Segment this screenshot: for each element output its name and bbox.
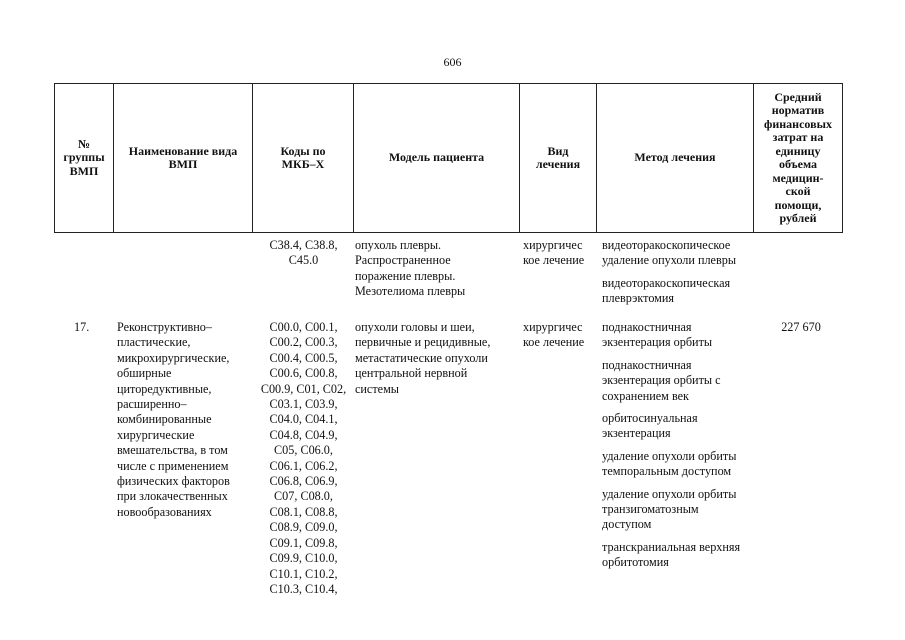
page-number: 606 <box>443 55 462 69</box>
row-2-methods <box>602 320 759 578</box>
row-2-average-cost: 227 670 <box>781 320 821 334</box>
row-2-patient-model: опухоли головы и шеи, первичные и рецидивные, метастатические опухоли центральной нервной системы <box>355 320 491 396</box>
method-item: поднакостничная экзентерация орбиты с сохранением век <box>602 357 721 403</box>
row-2-codes: С00.0, С00.1, С00.2, С00.3, С00.4, С00.5, С00.6, С00.8, С00.9, С01, С02, С03.1, С03.9, С04.0, С04.1, С04.8, С04.9, С05, С06.0, С06.1, С06.2, С06.8, С06.9, С07, С08.0, С08.1, С08.8, С08.9, С09.0, С09.1, С09.8, С09.9, С10.0, С10.1, С10.2, С10.3, С10.4, <box>260 320 347 596</box>
row-2-group-number: 17. <box>74 320 90 334</box>
row-1-treatment-type: хирургичес кое лечение <box>523 238 585 268</box>
header-vmp-name: Наименование вида ВМП <box>114 84 253 233</box>
method-item: транскраниальная верхняя орбитотомия <box>602 539 741 570</box>
header-treatment-method: Метод лечения <box>597 84 754 233</box>
header-group-number: № группы ВМП <box>55 84 114 233</box>
table-header <box>54 83 843 233</box>
method-item: поднакостничная экзентерация орбиты <box>602 320 713 350</box>
header-treatment-type: Вид лечения <box>520 84 597 233</box>
method-item: удаление опухоли орбиты транзигоматозным доступом <box>602 486 737 532</box>
row-2-treatment-type: хирургичес кое лечение <box>523 320 585 350</box>
method-item: орбитосинуальная экзентерация <box>602 411 698 441</box>
header-icd-codes: Коды по МКБ–Х <box>253 84 354 233</box>
method-item: видеоторакоскопическое удаление опухоли плевры <box>602 238 737 268</box>
row-1-methods <box>602 238 759 314</box>
row-1-patient-model: опухоль плевры. Распространенное поражение плевры. Мезотелиома плевры <box>355 238 466 299</box>
row-2-vmp-name: Реконструктивно– пластические, микрохирургические, обширные циторедуктивные, расширенно– комбинированные хирургические вмешательства, в том числе с применением физических факторов при злокачественных новообразованиях <box>117 320 230 519</box>
header-average-cost: Средний норматив финансовых затрат на единицу объема медицин- ской помощи, рублей <box>754 84 843 233</box>
method-item: удаление опухоли орбиты темпоральным доступом <box>602 448 737 479</box>
method-item: видеоторакоскопическая плеврэктомия <box>602 275 731 306</box>
header-patient-model: Модель пациента <box>354 84 520 233</box>
table-body <box>54 233 842 640</box>
row-1-codes: С38.4, С38.8, С45.0 <box>269 238 338 268</box>
